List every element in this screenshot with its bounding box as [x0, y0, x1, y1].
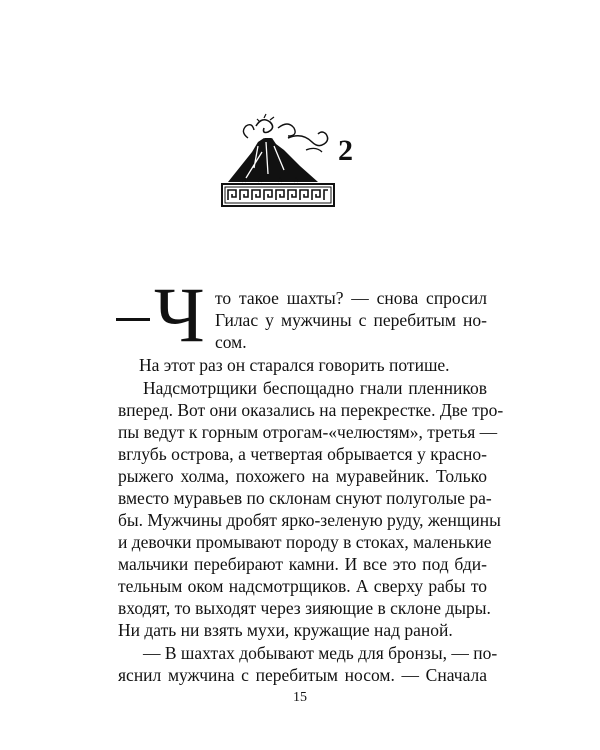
drop-cap-letter: Ч [154, 271, 205, 358]
drop-cap [116, 271, 208, 358]
body-line: Ни дать ни взять мухи, кружащие над раной. [118, 620, 453, 640]
page-number: 15 [293, 690, 307, 705]
body-line: На этот раз он старался говорить потише. [139, 355, 450, 375]
body-line: — В шахтах добывают медь для бронзы, — по- [143, 643, 498, 663]
body-line: Надсмотрщики беспощадно гнали пленников [143, 378, 487, 398]
body-line: бы. Мужчины дробят ярко-зеленую руду, женщины [118, 510, 501, 530]
body-line: вперед. Вот они оказались на перекрестке. Две тро- [118, 400, 504, 420]
drop-cap-dash [116, 318, 150, 321]
body-line: тельным оком надсмотрщиков. А сверху рабы то [118, 576, 487, 596]
body-line: то такое шахты? — снова спросил [215, 288, 487, 308]
body-line: Гилас у мужчины с перебитым но- [215, 310, 487, 330]
body-line: рыжего холма, похожего на муравейник. Только [118, 466, 487, 486]
body-line: и девочки промывают породу в стоках, маленькие [118, 532, 492, 552]
volcano-ornament-icon [218, 108, 378, 218]
body-line: вместо муравьев по склонам снуют полуголые ра- [118, 488, 492, 508]
body-line: входят, то выходят через зияющие в склоне дыры. [118, 598, 491, 618]
body-line: мальчики перебирают камни. И все это под бди- [118, 554, 487, 574]
chapter-number: 2 [338, 134, 353, 167]
body-line: яснил мужчина с перебитым носом. — Сначала [118, 665, 487, 685]
body-line: сом. [215, 332, 247, 352]
body-line: вглубь острова, а четвертая обрывается у красно- [118, 444, 487, 464]
body-line: пы ведут к горным отрогам-«челюстям», третья — [118, 422, 498, 442]
